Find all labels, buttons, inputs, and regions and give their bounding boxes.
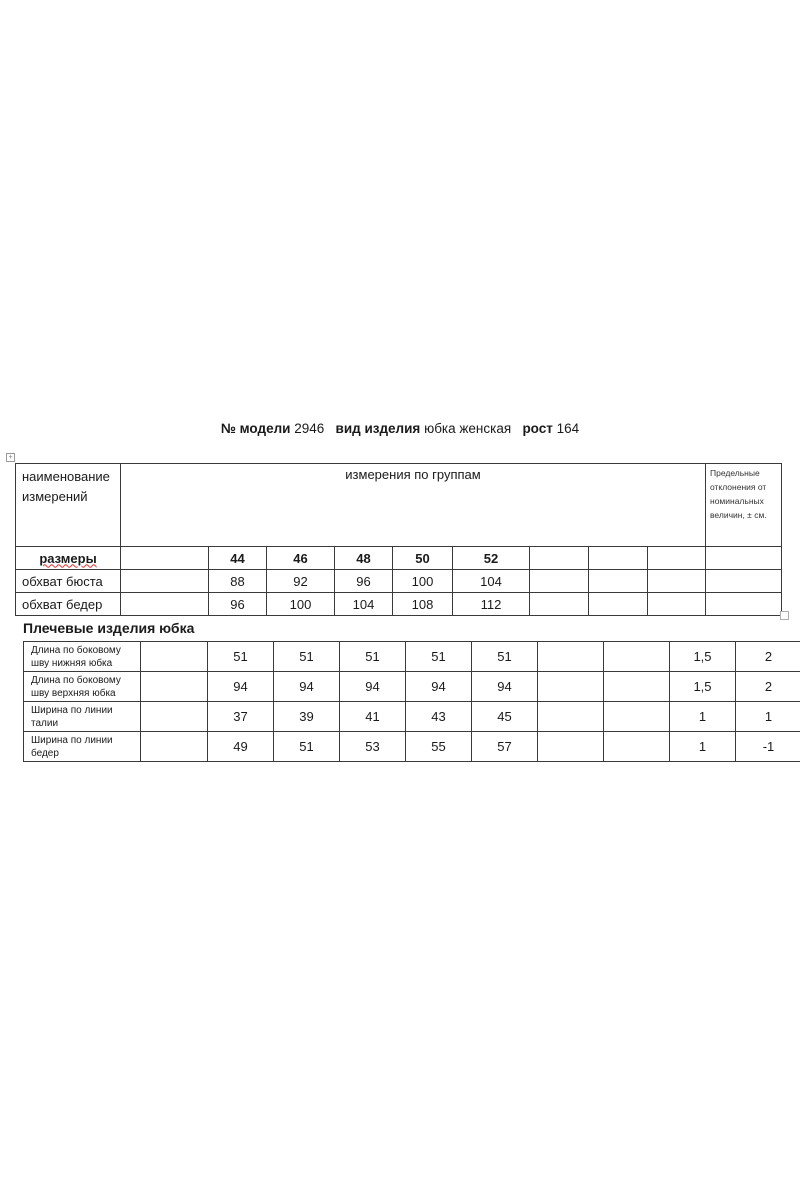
table-row — [16, 593, 782, 616]
cell: 92 — [267, 570, 335, 593]
document-title — [0, 421, 800, 436]
cell: 112 — [453, 593, 530, 616]
cell: 88 — [209, 570, 267, 593]
cell: 52 — [453, 547, 530, 570]
measurement-table — [23, 641, 800, 762]
cell: 94 — [340, 672, 406, 702]
row-label: Длина по боковому шву верхняя юбка — [24, 672, 141, 702]
cell — [530, 570, 589, 593]
header-measurement-name: наименование измерений — [16, 464, 121, 547]
cell — [589, 593, 648, 616]
cell — [141, 642, 208, 672]
cell — [141, 672, 208, 702]
cell: 94 — [472, 672, 538, 702]
cell — [604, 642, 670, 672]
cell: 96 — [335, 570, 393, 593]
height-label: рост — [522, 421, 553, 436]
cell — [648, 593, 706, 616]
cell — [141, 702, 208, 732]
header-deviations: Предельные отклонения от номинальных величин, ± см. — [706, 464, 782, 547]
type-value: юбка женская — [424, 421, 512, 436]
height-value: 164 — [556, 421, 580, 436]
row-label: Ширина по линии талии — [24, 702, 141, 732]
cell: 94 — [274, 672, 340, 702]
table-move-handle-icon[interactable]: + — [6, 453, 15, 462]
cell: 45 — [472, 702, 538, 732]
cell: 1 — [670, 702, 736, 732]
cell: 44 — [209, 547, 267, 570]
cell — [648, 547, 706, 570]
cell: 2 — [736, 672, 800, 702]
cell — [121, 547, 209, 570]
cell: 1,5 — [670, 642, 736, 672]
cell — [604, 732, 670, 762]
cell — [530, 547, 589, 570]
header-groups: измерения по группам — [121, 464, 706, 547]
cell — [706, 547, 782, 570]
cell — [706, 593, 782, 616]
cell: 108 — [393, 593, 453, 616]
cell: 1 — [670, 732, 736, 762]
cell: 39 — [274, 702, 340, 732]
cell: 55 — [406, 732, 472, 762]
model-value: 2946 — [294, 421, 325, 436]
cell: 104 — [335, 593, 393, 616]
cell — [538, 642, 604, 672]
cell — [604, 672, 670, 702]
table-row — [24, 702, 800, 732]
table-header-row — [16, 464, 782, 547]
type-label: вид изделия — [335, 421, 421, 436]
cell: 46 — [267, 547, 335, 570]
cell — [589, 570, 648, 593]
row-label: размеры — [16, 547, 121, 570]
cell: 48 — [335, 547, 393, 570]
cell: 53 — [340, 732, 406, 762]
cell: 1,5 — [670, 672, 736, 702]
cell: 49 — [208, 732, 274, 762]
cell — [121, 593, 209, 616]
table-resize-handle-icon[interactable] — [780, 611, 789, 620]
cell: 100 — [393, 570, 453, 593]
cell: 51 — [274, 642, 340, 672]
cell — [706, 570, 782, 593]
row-label: Длина по боковому шву нижняя юбка — [24, 642, 141, 672]
table-row — [16, 547, 782, 570]
cell: 104 — [453, 570, 530, 593]
cell: 50 — [393, 547, 453, 570]
cell: 37 — [208, 702, 274, 732]
row-label: Ширина по линии бедер — [24, 732, 141, 762]
cell: 1 — [736, 702, 800, 732]
cell: 2 — [736, 642, 800, 672]
cell: 51 — [274, 732, 340, 762]
cell — [538, 672, 604, 702]
cell — [538, 702, 604, 732]
row-label: обхват бедер — [16, 593, 121, 616]
cell: 51 — [472, 642, 538, 672]
cell — [121, 570, 209, 593]
cell — [538, 732, 604, 762]
cell: 96 — [209, 593, 267, 616]
cell: 51 — [340, 642, 406, 672]
cell — [604, 702, 670, 732]
cell: 100 — [267, 593, 335, 616]
table-row — [24, 672, 800, 702]
cell: 41 — [340, 702, 406, 732]
cell: 43 — [406, 702, 472, 732]
cell — [589, 547, 648, 570]
cell — [530, 593, 589, 616]
section-title: Плечевые изделия юбка — [23, 620, 195, 636]
cell: 94 — [208, 672, 274, 702]
table-row — [16, 570, 782, 593]
model-label: № модели — [220, 421, 291, 436]
cell: 51 — [208, 642, 274, 672]
cell: 94 — [406, 672, 472, 702]
cell: 51 — [406, 642, 472, 672]
cell: 57 — [472, 732, 538, 762]
cell — [141, 732, 208, 762]
row-label: обхват бюста — [16, 570, 121, 593]
table-row — [24, 642, 800, 672]
cell: -1 — [736, 732, 800, 762]
size-table — [15, 463, 782, 616]
cell — [648, 570, 706, 593]
table-row — [24, 732, 800, 762]
